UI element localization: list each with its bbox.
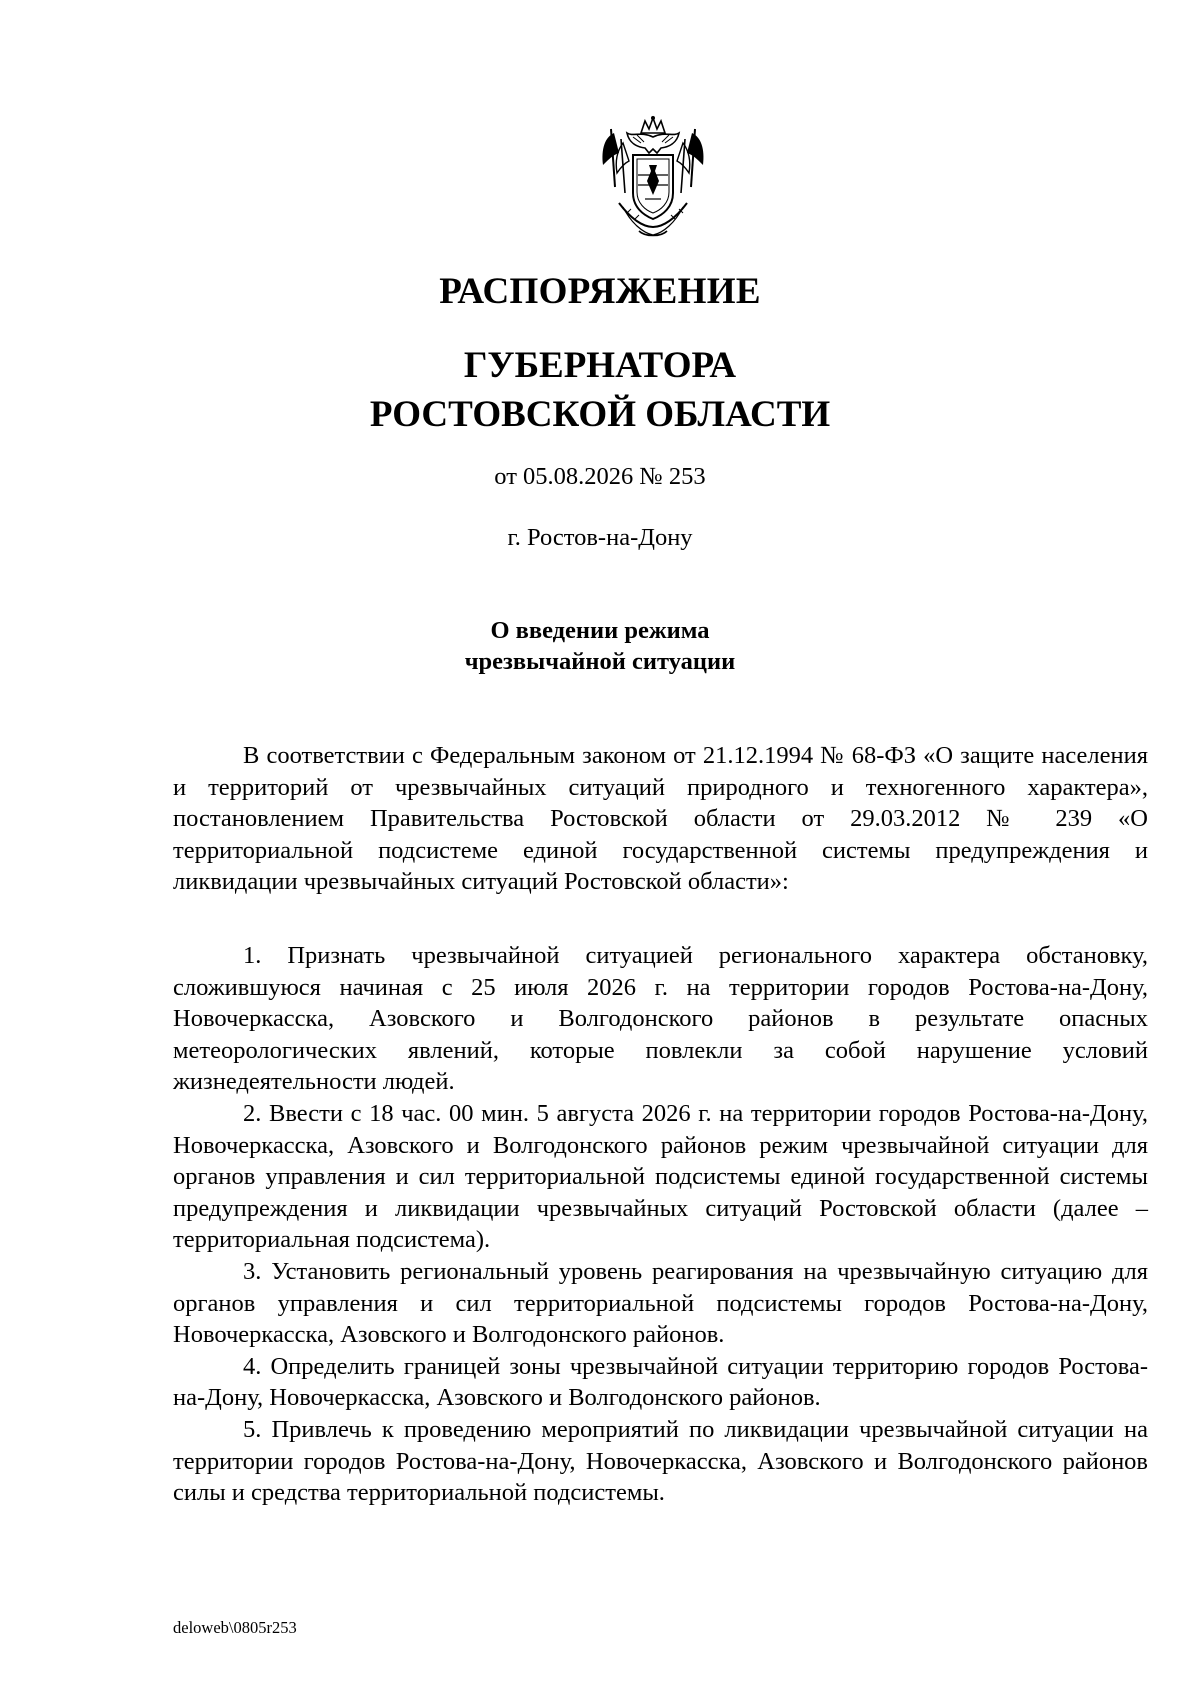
issuer-line: ГУБЕРНАТОРА — [463, 345, 737, 386]
issuer-heading — [0, 341, 1200, 439]
document-footer-code: deloweb\0805r253 — [173, 1618, 297, 1637]
issuer-line: РОСТОВСКОЙ ОБЛАСТИ — [369, 394, 831, 435]
order-item: 3. Установить региональный уровень реагирования на чрезвычайную ситуацию для органов управления и сил территориальной подсистемы городов Ростова-на-Дону, Новочеркасска, Азовского и Волгодонского районов. — [173, 1257, 1148, 1349]
document-city: г. Ростов-на-Дону — [507, 524, 693, 551]
order-item: 4. Определить границей зоны чрезвычайной ситуации территорию городов Ростова-на-Дону, Новочеркасска, Азовского и Волгодонского районов. — [173, 1352, 1148, 1412]
subject-line: О введении режима — [490, 617, 710, 644]
order-item: 1. Признать чрезвычайной ситуацией регионального характера обстановку, сложившуюся начиная с 25 июля 2026 г. на территории городов Ростова-на-Дону, Новочеркасска, Азовского и Волгодонского районов в результате опасных метеорологических явлений, которые повлекли за собой нарушение условий жизнедеятельности людей. — [173, 942, 1148, 1096]
preamble-section — [173, 740, 1148, 898]
order-items-section — [173, 940, 1148, 1509]
rostov-oblast-coat-of-arms-icon — [597, 115, 709, 240]
preamble-paragraph: В соответствии с Федеральным законом от 21.12.1994 № 68-ФЗ «О защите населения и территорий от чрезвычайных ситуаций природного и техногенного характера», постановлением Правительства Ростовской области от 29.03.2012 № 239 «О территориальной подсистеме единой государственной системы предупреждения и ликвидации чрезвычайных ситуаций Ростовской области»: — [173, 742, 1148, 896]
document-subject — [0, 615, 1200, 677]
order-item: 5. Привлечь к проведению мероприятий по ликвидации чрезвычайной ситуации на территории городов Ростова-на-Дону, Новочеркасска, Азовского и Волгодонского районов силы и средства территориальной подсистемы. — [173, 1415, 1148, 1507]
order-item: 2. Ввести с 18 час. 00 мин. 5 августа 2026 г. на территории городов Ростова-на-Дону, Новочеркасска, Азовского и Волгодонского районов режим чрезвычайной ситуации для органов управления и сил территориальной подсистемы единой государственной системы предупреждения и ликвидации чрезвычайных ситуаций Ростовской области (далее – территориальная подсистема). — [173, 1099, 1148, 1254]
document-type-heading: РАСПОРЯЖЕНИЕ — [439, 271, 761, 312]
document-date-number: от 05.08.2026 № 253 — [494, 463, 706, 490]
subject-line: чрезвычайной ситуации — [464, 648, 736, 675]
